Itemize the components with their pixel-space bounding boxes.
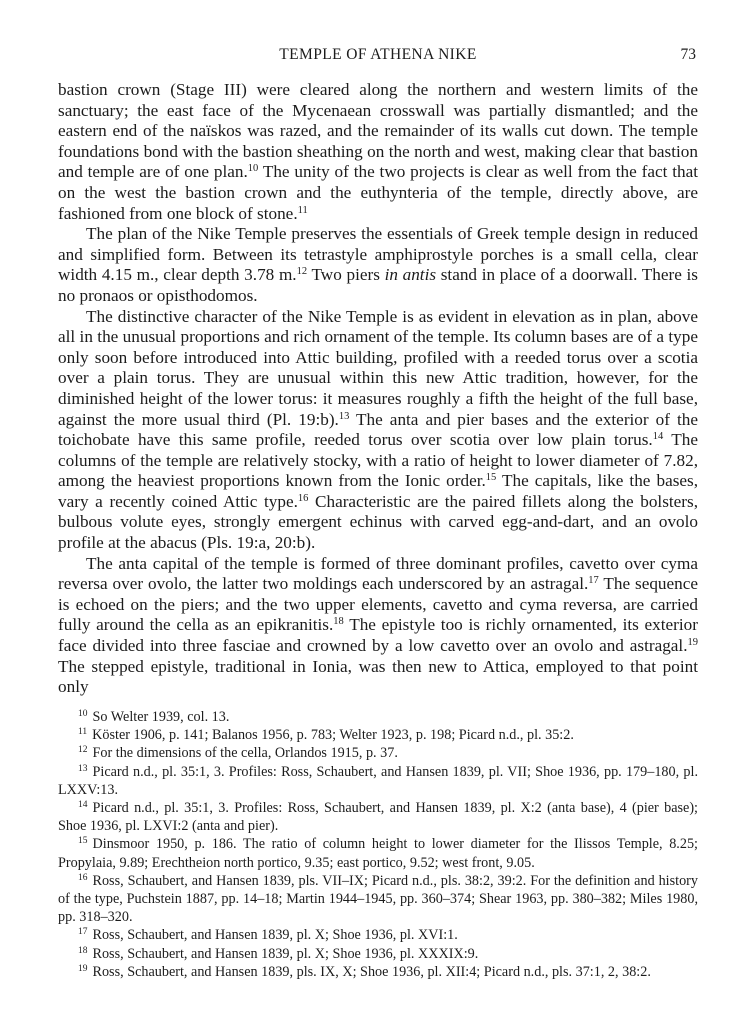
- text-run: stand in place of a doorwall. There is no pronaos or opisthodomos.: [58, 265, 698, 305]
- paragraph-4: [58, 554, 698, 698]
- text-run: The epistyle too is richly ornamented, its exterior face divided into three fasciae and crowned by a low cavetto over an ovolo and astragal.: [58, 615, 698, 656]
- footnote: [58, 945, 698, 963]
- text-run: The anta and pier bases and the exterior of the toichobate have this same profile, reeded torus over scotia over low plain torus.: [58, 409, 699, 450]
- footnote-ref: 18: [333, 616, 344, 628]
- footnote-ref: 16: [297, 492, 309, 504]
- footnote-number: 12: [78, 745, 88, 756]
- paragraph-3: [58, 307, 698, 554]
- footnote-ref: 15: [485, 472, 497, 484]
- footnote-text: Dinsmoor 1950, p. 186. The ratio of column height to lower diameter for the Ilissos Temple, 8.25; Propylaia, 9.89; Erechtheion north portico, 9.35; east portico, 9.52; west front, 9.05.: [58, 836, 698, 871]
- footnote-text: Ross, Schaubert, and Hansen 1839, pls. IX, X; Shoe 1936, pl. XII:4; Picard n.d., pls. 37:1, 2, 38:2.: [92, 963, 651, 980]
- text-run: The distinctive character of the Nike Temple is as evident in elevation as in plan, above all in the unusual proportions and rich ornament of the temple. Its column bases are of a type only soon before introduced into Attic building, profiled with a reeded torus over a scotia over a plain torus. They are unusual within this new Attic tradition, however, for the diminished height of the lower torus: it measures roughly a fifth the height of the full base, against the more usual third (Pl. 19:b).: [58, 306, 698, 429]
- footnote-text: Picard n.d., pl. 35:1, 3. Profiles: Ross, Schaubert, and Hansen 1839, pl. X:2 (anta base), 4 (pier base); Shoe 1936, pl. LXVI:2 (anta and pier).: [58, 800, 698, 835]
- footnote-number: 15: [78, 836, 88, 847]
- text-run: The columns of the temple are relatively stocky, with a ratio of height to lower diameter of 7.82, among the heaviest proportions known from the Ionic order.: [58, 430, 699, 491]
- footnote: [58, 872, 698, 927]
- text-run: bastion crown (Stage III) were cleared along the northern and western limits of the sanctuary; the east face of the Mycenaean crosswall was partially dismantled; and the eastern end of the naïskos was razed, and the remainder of its walls cut down. The temple foundations bond with the bastion sheathing on the north and west, making clear that bastion and temple are of one plan.: [58, 80, 698, 182]
- footnote-text: Picard n.d., pl. 35:1, 3. Profiles: Ross, Schaubert, and Hansen 1839, pl. VII; Shoe 1936, pp. 179–180, pl. LXXV:13.: [58, 763, 698, 798]
- footnote-text: Ross, Schaubert, and Hansen 1839, pls. VII–IX; Picard n.d., pls. 38:2, 39:2. For the definition and history of the type, Puchstein 1887, pp. 14–18; Martin 1944–1945, pp. 360–374; Shear 1963, pp. 380–382; Miles 1980, pp. 318–320.: [58, 872, 698, 926]
- footnote: [58, 744, 698, 762]
- paragraph-2: [58, 224, 698, 306]
- footnote: [58, 708, 698, 726]
- text-run: Two piers: [307, 265, 385, 285]
- italic-term: in antis: [384, 265, 437, 285]
- footnote-number: 18: [78, 945, 88, 956]
- text-run: The unity of the two projects is clear as well from the fact that on the west the bastion crown and the euthynteria of the temple, directly above, are fashioned from one block of stone.: [58, 162, 698, 223]
- footnote-ref: 14: [652, 431, 664, 443]
- main-text: [58, 80, 698, 698]
- footnote: [58, 799, 698, 835]
- footnote-text: Köster 1906, p. 141; Balanos 1956, p. 783; Welter 1923, p. 198; Picard n.d., pl. 35:2.: [92, 727, 574, 744]
- footnote: [58, 763, 698, 799]
- footnote-ref: 19: [687, 637, 698, 649]
- footnote-text: For the dimensions of the cella, Orlandos 1915, p. 37.: [92, 745, 398, 762]
- footnote: [58, 726, 698, 744]
- footnote: [58, 963, 698, 981]
- footnote-number: 19: [78, 963, 88, 974]
- footnote-text: Ross, Schaubert, and Hansen 1839, pl. X; Shoe 1936, pl. XXXIX:9.: [92, 945, 479, 962]
- text-run: The sequence is echoed on the piers; and the two upper elements, cavetto and cyma reversa, are carried fully around the cella as an epikranitis.: [58, 574, 698, 635]
- footnote-text: So Welter 1939, col. 13.: [92, 709, 230, 725]
- footnote-number: 11: [78, 727, 88, 738]
- footnote-text: Ross, Schaubert, and Hansen 1839, pl. X; Shoe 1936, pl. XVI:1.: [92, 927, 458, 944]
- footnote-ref: 13: [338, 410, 350, 422]
- footnote-ref: 12: [296, 266, 308, 278]
- running-head: [60, 46, 696, 70]
- footnote-number: 17: [78, 927, 88, 938]
- footnote-number: 13: [78, 763, 88, 774]
- footnote-ref: 11: [297, 204, 308, 216]
- footnote-number: 14: [78, 800, 88, 811]
- footnote-ref: 10: [247, 163, 259, 175]
- text-run: The anta capital of the temple is formed of three dominant profiles, cavetto over cyma reversa over ovolo, the latter two moldings each underscored by an astragal.: [58, 553, 698, 594]
- text-run: The stepped epistyle, traditional in Ionia, was then new to Attica, employed to that point only: [58, 656, 698, 697]
- footnote-number: 10: [78, 709, 88, 719]
- running-head-title: TEMPLE OF ATHENA NIKE: [279, 46, 477, 63]
- text-run: Characteristic are the paired fillets along the bolsters, bulbous volute eyes, strongly emergent echinus with carved egg-and-dart, and an ovolo profile at the abacus (Pls. 19:a, 20:b).: [58, 491, 698, 553]
- footnote: [58, 926, 698, 944]
- footnotes: [58, 708, 698, 981]
- text-run: The capitals, like the bases, vary a recently coined Attic type.: [58, 471, 698, 511]
- footnote-number: 16: [78, 872, 88, 883]
- paragraph-1: [58, 80, 698, 224]
- page-number: 73: [680, 46, 696, 63]
- footnote-ref: 17: [588, 575, 599, 587]
- footnote: [58, 835, 698, 871]
- text-run: The plan of the Nike Temple preserves the essentials of Greek temple design in reduced and simplified form. Between its tetrastyle amphiprostyle porches is a small cella, clear width 4.15 m., clear depth 3.78 m.: [58, 224, 698, 285]
